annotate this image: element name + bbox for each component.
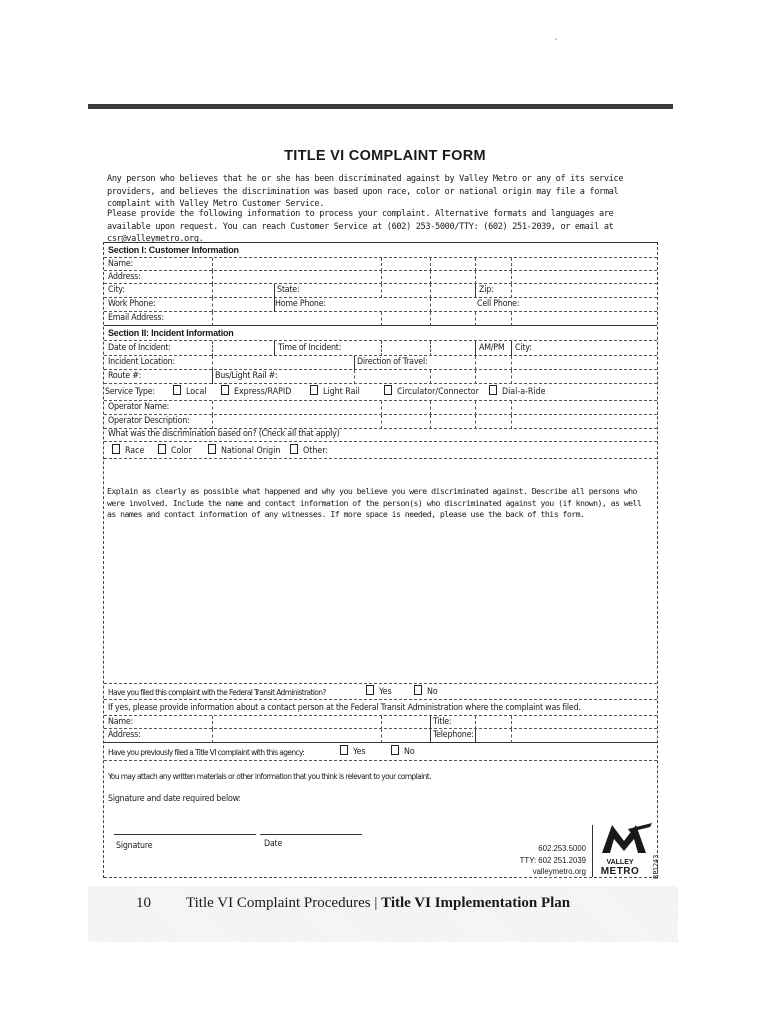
checkbox-icon[interactable] [340, 745, 348, 755]
scan-speck [555, 38, 557, 40]
checkbox-icon[interactable] [221, 385, 229, 395]
checkbox-icon[interactable] [173, 385, 181, 395]
checkbox-icon[interactable] [208, 444, 216, 454]
incident-date-row[interactable] [104, 341, 657, 356]
fta-if-yes-row [104, 700, 657, 716]
service-express-option[interactable]: Express/RAPID [221, 385, 291, 397]
fta-title-label: Title: [433, 717, 452, 727]
service-circulator-option[interactable]: Circulator/Connector [384, 385, 479, 397]
route-label: Route #: [108, 371, 142, 381]
name-label: Name: [108, 259, 134, 269]
work-phone-label: Work Phone: [108, 299, 156, 309]
footer-section: Title VI Complaint Procedures | [186, 895, 382, 911]
operator-name-row[interactable] [104, 401, 657, 415]
instructions-paragraph: Please provide the following information to process your complaint. Alternative formats and languages are available upon request. You can reach Customer Service at (602) 253-5000/TTY: (602) 251-2039, or email at csr@valleymetro.org. [107, 209, 614, 244]
service-lightrail-option[interactable]: Light Rail [310, 385, 360, 397]
home-phone-label: Home Phone: [275, 299, 326, 309]
city-row[interactable] [104, 284, 657, 298]
section1-header-row [104, 243, 657, 258]
checkbox-icon[interactable] [366, 685, 374, 695]
bus-rail-label: Bus/Light Rail #: [215, 371, 278, 381]
explanation-prompt: Explain as clearly as possible what happened and why you believe you were discriminated against. Describe all persons who were involved. Include the name and contact information of the person(s) who discriminated against you (if known), as well as names and contact information of any witnesses. If more space is needed, please use the back of this form. [107, 486, 642, 519]
agency-yes-option[interactable]: Yes [340, 745, 366, 757]
checkbox-icon[interactable] [489, 385, 497, 395]
service-dialaride-option[interactable]: Dial-a-Ride [489, 385, 546, 397]
attach-note: You may attach any written materials or other information that you think is relevant to your complaint. [108, 771, 431, 781]
intro-paragraph: Any person who believes that he or she has been discriminated against by Valley Metro or any of its service providers, and believes the discrimination was based upon race, color or national origin may file a formal complaint with Valley Metro Customer Service. [107, 174, 624, 209]
zip-label: Zip: [479, 285, 494, 295]
service-type-label: Service Type: [105, 387, 155, 397]
signature-label: Signature [116, 841, 153, 851]
fta-telephone-label: Telephone: [433, 730, 474, 740]
contact-phone: 602.253.5000 [538, 844, 586, 853]
checkbox-icon[interactable] [158, 444, 166, 454]
checkbox-icon[interactable] [414, 685, 422, 695]
basis-question: What was the discrimination based on? (Check all that apply) [108, 429, 340, 439]
fta-name-row[interactable] [104, 716, 657, 729]
address-row[interactable] [104, 271, 657, 284]
email-label: Email Address: [108, 313, 164, 323]
explanation-box[interactable] [104, 459, 657, 684]
contact-web: valleymetro.org [532, 867, 586, 876]
valley-metro-logo: VALLEY METRO [598, 821, 654, 877]
service-type-row [104, 384, 657, 401]
direction-label: Direction of Travel: [357, 357, 428, 367]
complaint-form [103, 242, 658, 878]
section2-header: Section II: Incident Information [108, 328, 234, 338]
header-rule [88, 104, 673, 109]
checkbox-icon[interactable] [384, 385, 392, 395]
page-number: 10 [136, 895, 151, 911]
incident-date-label: Date of Incident: [108, 343, 171, 353]
state-label: State: [277, 285, 300, 295]
metro-m-icon [598, 821, 654, 855]
route-row[interactable] [104, 370, 657, 384]
footer-text [186, 895, 570, 912]
fta-if-yes: If yes, please provide information about a contact person at the Federal Transit Administration where the complaint was filed. [108, 703, 581, 713]
basis-other-option[interactable]: Other: [290, 444, 328, 456]
section1-header: Section I: Customer Information [108, 245, 239, 255]
email-row[interactable] [104, 312, 657, 326]
fta-question-row [104, 684, 657, 700]
service-local-option[interactable]: Local [173, 385, 207, 397]
basis-question-row [104, 429, 657, 442]
operator-name-label: Operator Name: [108, 402, 170, 412]
basis-options-row [104, 442, 657, 459]
checkbox-icon[interactable] [391, 745, 399, 755]
form-code: RP1243 [652, 854, 660, 879]
incident-location-row[interactable] [104, 356, 657, 370]
fta-name-label: Name: [108, 717, 134, 727]
agency-no-option[interactable]: No [391, 745, 415, 757]
agency-question: Have you previously filed a Title VI complaint with this agency: [108, 747, 305, 757]
checkbox-icon[interactable] [290, 444, 298, 454]
city-label: City: [108, 285, 125, 295]
fta-yes-option[interactable]: Yes [366, 685, 392, 697]
incident-location-label: Incident Location: [108, 357, 175, 367]
footer-doc-title: Title VI Implementation Plan [381, 895, 571, 911]
basis-race-option[interactable]: Race [112, 444, 144, 456]
basis-national-origin-option[interactable]: National Origin [208, 444, 280, 456]
signature-area [104, 761, 660, 879]
basis-color-option[interactable]: Color [158, 444, 192, 456]
cell-phone-label: Cell Phone: [477, 299, 520, 309]
checkbox-icon[interactable] [310, 385, 318, 395]
date-label: Date [264, 839, 283, 849]
signature-note: Signature and date required below: [108, 794, 241, 804]
operator-description-label: Operator Description: [108, 416, 190, 426]
signature-line[interactable] [114, 834, 256, 835]
operator-description-row[interactable] [104, 415, 657, 429]
fta-address-row[interactable] [104, 729, 657, 743]
date-line[interactable] [260, 834, 362, 835]
contact-tty: TTY: 602 251.2039 [519, 855, 586, 865]
fta-address-label: Address: [108, 730, 141, 740]
form-title: TITLE VI COMPLAINT FORM [284, 148, 486, 164]
section2-header-row [104, 326, 657, 341]
incident-time-label: Time of Incident: [278, 343, 342, 353]
fta-no-option[interactable]: No [414, 685, 438, 697]
fta-question: Have you filed this complaint with the Federal Transit Administration? [108, 687, 326, 697]
name-row[interactable] [104, 258, 657, 271]
checkbox-icon[interactable] [112, 444, 120, 454]
contact-info [484, 843, 586, 878]
address-label: Address: [108, 272, 141, 282]
ampm-label: AM/PM [479, 343, 505, 353]
agency-question-row [104, 743, 657, 761]
incident-city-label: City: [515, 343, 532, 353]
phone-row[interactable] [104, 298, 657, 312]
